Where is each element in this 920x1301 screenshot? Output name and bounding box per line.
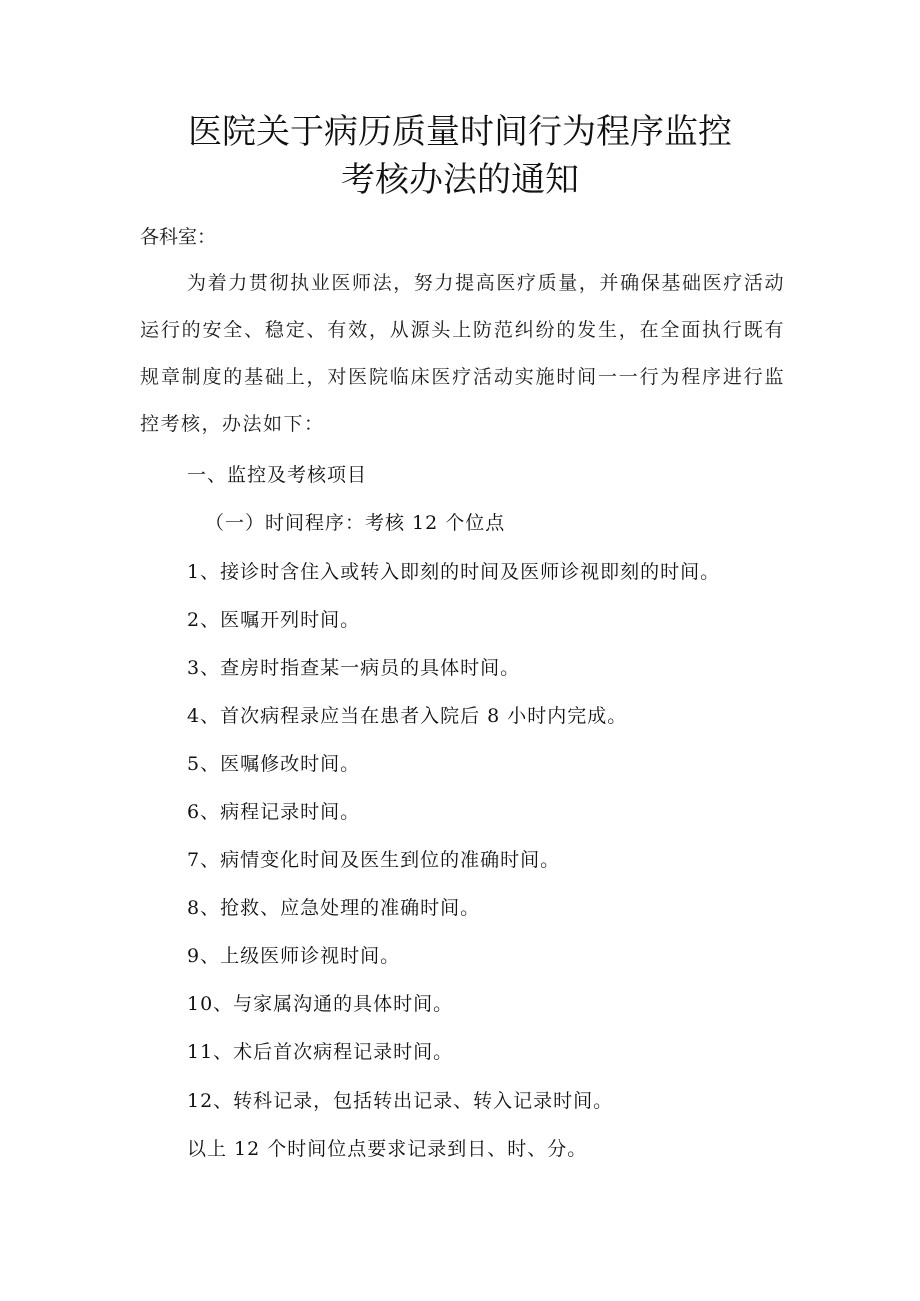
list-item: 5、医嘱修改时间。 (187, 753, 361, 775)
list-item: 7、病情变化时间及医生到位的准确时间。 (187, 849, 561, 871)
summary-line: 以上 12 个时间位点要求记录到日、时、分。 (187, 1138, 588, 1160)
list-item: 10、与家属沟通的具体时间。 (187, 993, 454, 1015)
subsection-heading: （一）时间程序：考核 12 个位点 (205, 512, 506, 534)
list-item: 2、医嘱开列时间。 (187, 609, 361, 631)
list-item: 1、接诊时含住入或转入即刻的时间及医师诊视即刻的时间。 (187, 561, 721, 583)
salutation: 各科室： (140, 226, 217, 248)
document-title-line-1: 医院关于病历质量时间行为程序监控 (188, 112, 732, 152)
list-item: 11、术后首次病程记录时间。 (187, 1041, 454, 1063)
list-item: 6、病程记录时间。 (187, 801, 361, 823)
list-item: 3、查房时指查某一病员的具体时间。 (187, 657, 521, 679)
list-item: 4、首次病程录应当在患者入院后 8 小时内完成。 (187, 705, 628, 727)
document-title-line-2: 考核办法的通知 (341, 160, 579, 200)
list-item: 9、上级医师诊视时间。 (187, 945, 401, 967)
list-item: 8、抢救、应急处理的准确时间。 (187, 897, 481, 919)
intro-paragraph: 为着力贯彻执业医师法，努力提高医疗质量，并确保基础医疗活动运行的安全、稳定、有效，从源头上防范纠纷的发生，在全面执行既有规章制度的基础上，对医院临床医疗活动实施时间一一行为程序进行监控考核，办法如下： (140, 272, 785, 435)
list-item: 12、转科记录，包括转出记录、转入记录时间。 (187, 1090, 614, 1112)
section-heading: 一、监控及考核项目 (187, 464, 368, 486)
